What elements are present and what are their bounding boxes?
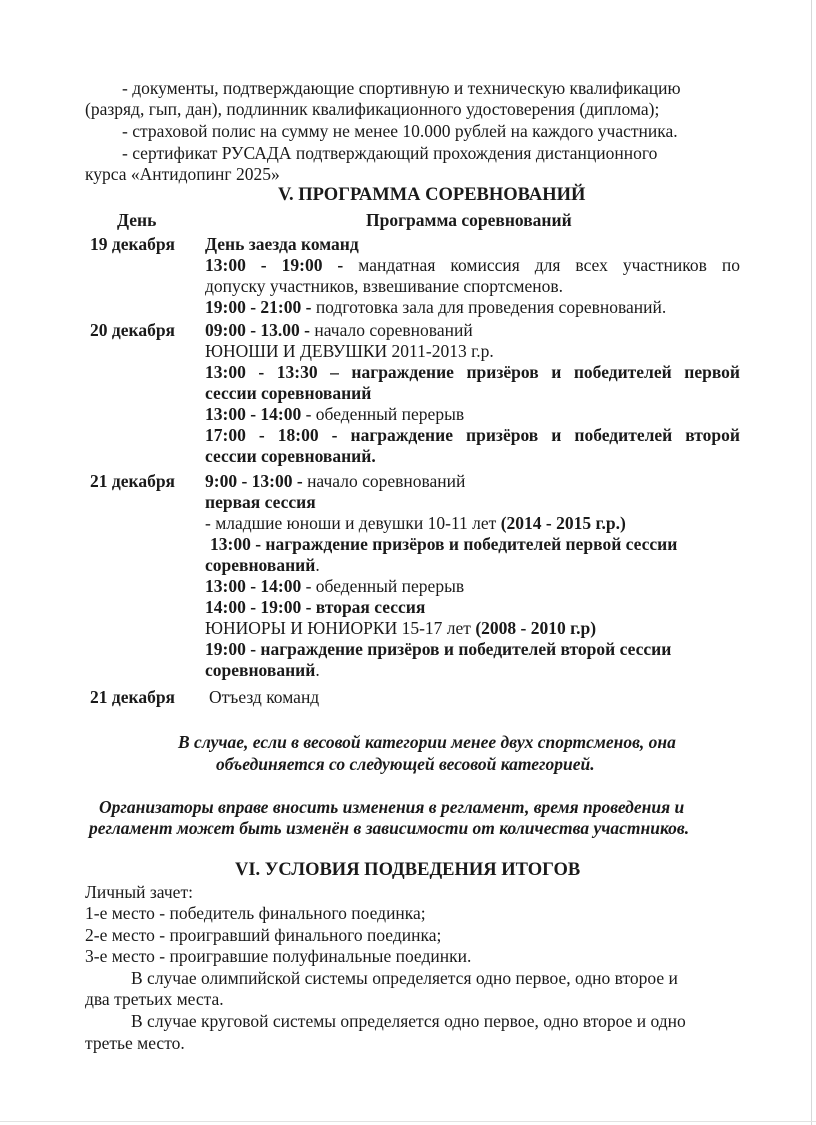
- program-line: [205, 618, 740, 639]
- program-line: 17:00 - 18:00 - награждение призёров и победителей второй: [205, 425, 740, 445]
- program-line: [205, 555, 740, 576]
- page-edge-bottom: [0, 1121, 816, 1122]
- note-weight-line2: объединяется со следующей весовой категорией.: [216, 754, 595, 774]
- program-line: сессии соревнований.: [205, 446, 376, 466]
- program-line: ЮНОШИ И ДЕВУШКИ 2011-2013 г.р.: [205, 341, 494, 361]
- results-place-3: 3-е место - проигравшие полуфинальные поединки.: [85, 946, 472, 966]
- day-program: [209, 687, 744, 708]
- program-line: [205, 660, 740, 681]
- program-time: 19:00 - 21:00 -: [205, 297, 312, 317]
- col-header-program: Программа соревнований: [366, 210, 572, 230]
- requirement-docs-line2: (разряд, гып, дан), подлинник квалификационного удостоверения (диплома);: [85, 99, 660, 119]
- section5-title: V. ПРОГРАММА СОРЕВНОВАНИЙ: [278, 185, 586, 205]
- program-line: сессии соревнований: [205, 383, 372, 403]
- olympic-system-line2: два третьих места.: [85, 989, 224, 1009]
- page-edge-right: [811, 0, 812, 1125]
- round-robin-line1: В случае круговой системы определяется одно первое, одно второе и одно: [131, 1011, 686, 1031]
- day-program: [205, 320, 740, 467]
- program-text: - обеденный перерыв: [305, 404, 465, 424]
- program-line: [205, 404, 740, 425]
- program-line: [205, 255, 740, 276]
- program-text: подготовка зала для проведения соревнований.: [315, 297, 667, 317]
- program-text: ЮНИОРЫ И ЮНИОРКИ 15-17 лет: [205, 618, 471, 638]
- program-text: начало соревнований: [314, 320, 473, 340]
- program-text: - младшие юноши и девушки 10-11 лет: [205, 513, 497, 533]
- program-text: мандатная комиссия для всех участников по: [358, 255, 741, 275]
- program-years: (2008 - 2010 г.р): [475, 618, 597, 638]
- program-line: [205, 320, 740, 341]
- program-line: 13:00 - 13:30 – награждение призёров и победителей первой: [205, 362, 740, 382]
- results-place-1: 1-е место - победитель финального поединка;: [85, 903, 426, 923]
- note-weight-line1: В случае, если в весовой категории менее двух спортсменов, она: [178, 732, 676, 752]
- program-line: допуску участников, взвешивание спортсменов.: [205, 276, 563, 296]
- program-line: первая сессия: [205, 492, 316, 512]
- program-time: 9:00 - 13:00 -: [205, 471, 303, 491]
- requirement-rusada-line2: курса «Антидопинг 2025»: [85, 164, 280, 184]
- program-line: День заезда команд: [205, 234, 359, 254]
- program-line: [205, 471, 740, 492]
- col-header-day: День: [117, 210, 157, 230]
- program-time: 13:00 - 14:00: [205, 404, 302, 424]
- program-time: 09:00 - 13.00 -: [205, 320, 310, 340]
- requirement-docs-line1: - документы, подтверждающие спортивную и техническую квалификацию: [122, 78, 681, 98]
- program-line: 13:00 - награждение призёров и победителей первой сессии: [210, 534, 678, 554]
- program-line: 14:00 - 19:00 - вторая сессия: [205, 597, 426, 617]
- program-text: - обеденный перерыв: [305, 576, 465, 596]
- program-years: (2014 - 2015 г.р.): [500, 513, 626, 533]
- program-time: 13:00 - 19:00 -: [205, 255, 344, 275]
- results-personal: Личный зачет:: [85, 882, 193, 902]
- note-organizers-line2: регламент может быть изменён в зависимости от количества участников.: [89, 818, 690, 838]
- day-date: 21 декабря: [90, 471, 176, 491]
- section6-title: VI. УСЛОВИЯ ПОДВЕДЕНИЯ ИТОГОВ: [235, 860, 581, 880]
- round-robin-line2: третье место.: [85, 1033, 185, 1053]
- program-text: .: [315, 660, 320, 680]
- program-line: Отъезд команд: [209, 687, 320, 707]
- requirement-rusada-line1: - сертификат РУСАДА подтверждающий прохождения дистанционного: [122, 143, 658, 163]
- day-date: 19 декабря: [90, 234, 176, 254]
- program-line: [205, 513, 740, 534]
- program-line: [205, 576, 740, 597]
- requirement-insurance: - страховой полис на сумму не менее 10.000 рублей на каждого участника.: [122, 121, 678, 141]
- program-line: [205, 297, 740, 318]
- program-time: 13:00 - 14:00: [205, 576, 302, 596]
- day-date: 20 декабря: [90, 320, 176, 340]
- program-text: .: [315, 555, 320, 575]
- day-program: [205, 471, 740, 681]
- day-program: [205, 234, 740, 318]
- program-text: начало соревнований: [307, 471, 466, 491]
- program-line: 19:00 - награждение призёров и победителей второй сессии: [205, 639, 672, 659]
- program-text-bold: соревнований: [205, 660, 316, 680]
- olympic-system-line1: В случае олимпийской системы определяется одно первое, одно второе и: [131, 968, 678, 988]
- results-place-2: 2-е место - проигравший финального поединка;: [85, 925, 442, 945]
- day-date: 21 декабря: [90, 687, 176, 707]
- program-text-bold: соревнований: [205, 555, 316, 575]
- note-organizers-line1: Организаторы вправе вносить изменения в регламент, время проведения и: [99, 797, 685, 817]
